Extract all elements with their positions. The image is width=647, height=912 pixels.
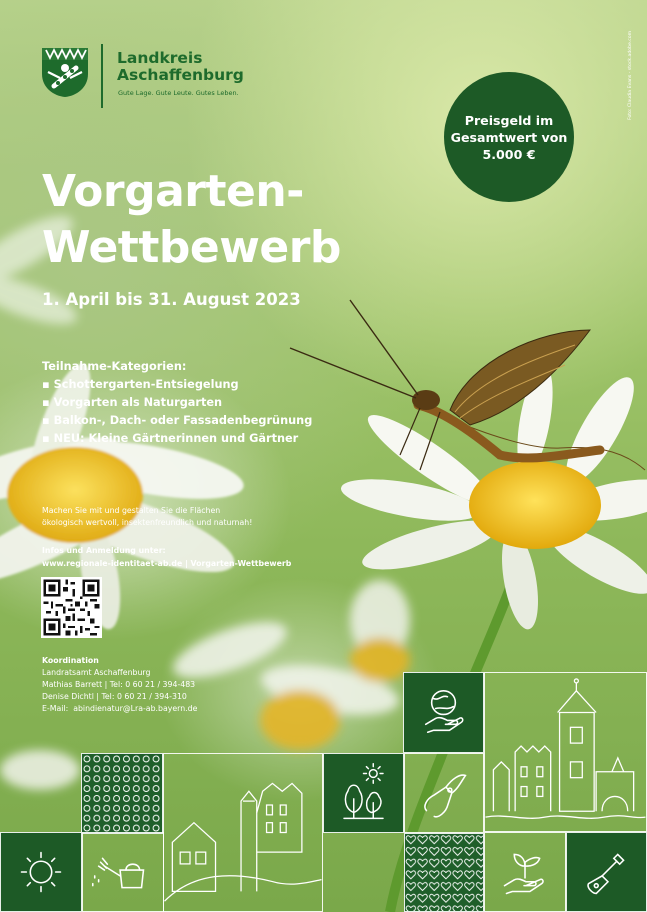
category-item: ▪ Balkon-, Dach- oder Fassadenbegrünung [42, 412, 312, 430]
tile-townscape [484, 672, 647, 832]
tile-seedling [484, 832, 566, 912]
tile-dots-pattern [81, 753, 163, 834]
hearts-pattern [405, 834, 483, 911]
category-item: ▪ Vorgarten als Naturgarten [42, 394, 312, 412]
email-row [42, 703, 197, 715]
tile-hearts-pattern [404, 833, 484, 912]
tile-shovel [566, 832, 647, 912]
info-url-link[interactable]: www.regionale-identitaet-ab.de | Vorgarten-Wettbewerb [42, 559, 292, 568]
coat-of-arms-logo [40, 46, 90, 98]
trees-sun-icon [324, 754, 403, 832]
coordination-heading: Koordination [42, 656, 99, 665]
prize-amount: 5.000 € [482, 146, 536, 162]
contact-barrett: Mathias Barrett | Tel: 0 60 21 / 394-483 [42, 680, 196, 689]
categories-heading: Teilnahme-Kategorien: [42, 360, 187, 373]
page-title [42, 164, 341, 276]
prize-line1: Preisgeld im [464, 112, 554, 128]
tile-castle [163, 753, 323, 912]
tile-shears [404, 753, 484, 833]
intro-line2: ökologisch wertvoll, insektenfreundlich und naturnah! [42, 518, 253, 527]
district-name-line2: Aschaffenburg [117, 66, 244, 84]
shovel-icon [567, 833, 646, 911]
intro-text [42, 505, 252, 529]
competition-dates: 1. April bis 31. August 2023 [42, 290, 301, 309]
qr-code[interactable] [41, 577, 102, 638]
globe-in-hand-icon [404, 673, 483, 752]
pruning-shears-icon [405, 754, 483, 832]
district-name-line1: Landkreis [117, 49, 203, 67]
slogan: Gute Lage. Gute Leute. Gutes Leben. [118, 89, 239, 97]
title-line2: Wettbewerb [42, 222, 341, 273]
tile-sun [0, 832, 82, 912]
contact-dichtl: Denise Dichtl | Tel: 0 60 21 / 394-310 [42, 692, 187, 701]
intro-line1: Machen Sie mit und gestalten Sie die Flächen [42, 506, 221, 515]
photo-credit: Foto: Claudia Evans - stock.adobe.com [628, 30, 633, 120]
category-item: ▪ Schottergarten-Entsiegelung [42, 376, 312, 394]
sun-icon [1, 833, 81, 911]
tile-trees [323, 753, 404, 833]
tile-globe [403, 672, 484, 753]
category-item: ▪ NEU: Kleine Gärtnerinnen und Gärtner [42, 430, 312, 448]
seedling-in-hand-icon [485, 833, 565, 911]
title-line1: Vorgarten- [42, 166, 304, 217]
watering-can-icon [83, 833, 163, 911]
categories-list [42, 376, 312, 448]
logo-divider [101, 44, 103, 108]
castle-icon [164, 754, 322, 911]
town-gate-icon [485, 673, 646, 831]
email-link[interactable]: abindienatur@Lra-ab.bayern.de [73, 704, 198, 713]
prize-badge [444, 72, 574, 202]
info-heading: Infos und Anmeldung unter: [42, 546, 166, 555]
prize-line2: Gesamtwert von [450, 129, 568, 145]
dots-pattern [82, 754, 162, 833]
district-name [117, 50, 244, 84]
tile-watering-can [82, 832, 164, 912]
coordination-block [42, 655, 197, 715]
email-label: E-Mail: [42, 704, 69, 713]
coordination-office: Landratsamt Aschaffenburg [42, 668, 151, 677]
